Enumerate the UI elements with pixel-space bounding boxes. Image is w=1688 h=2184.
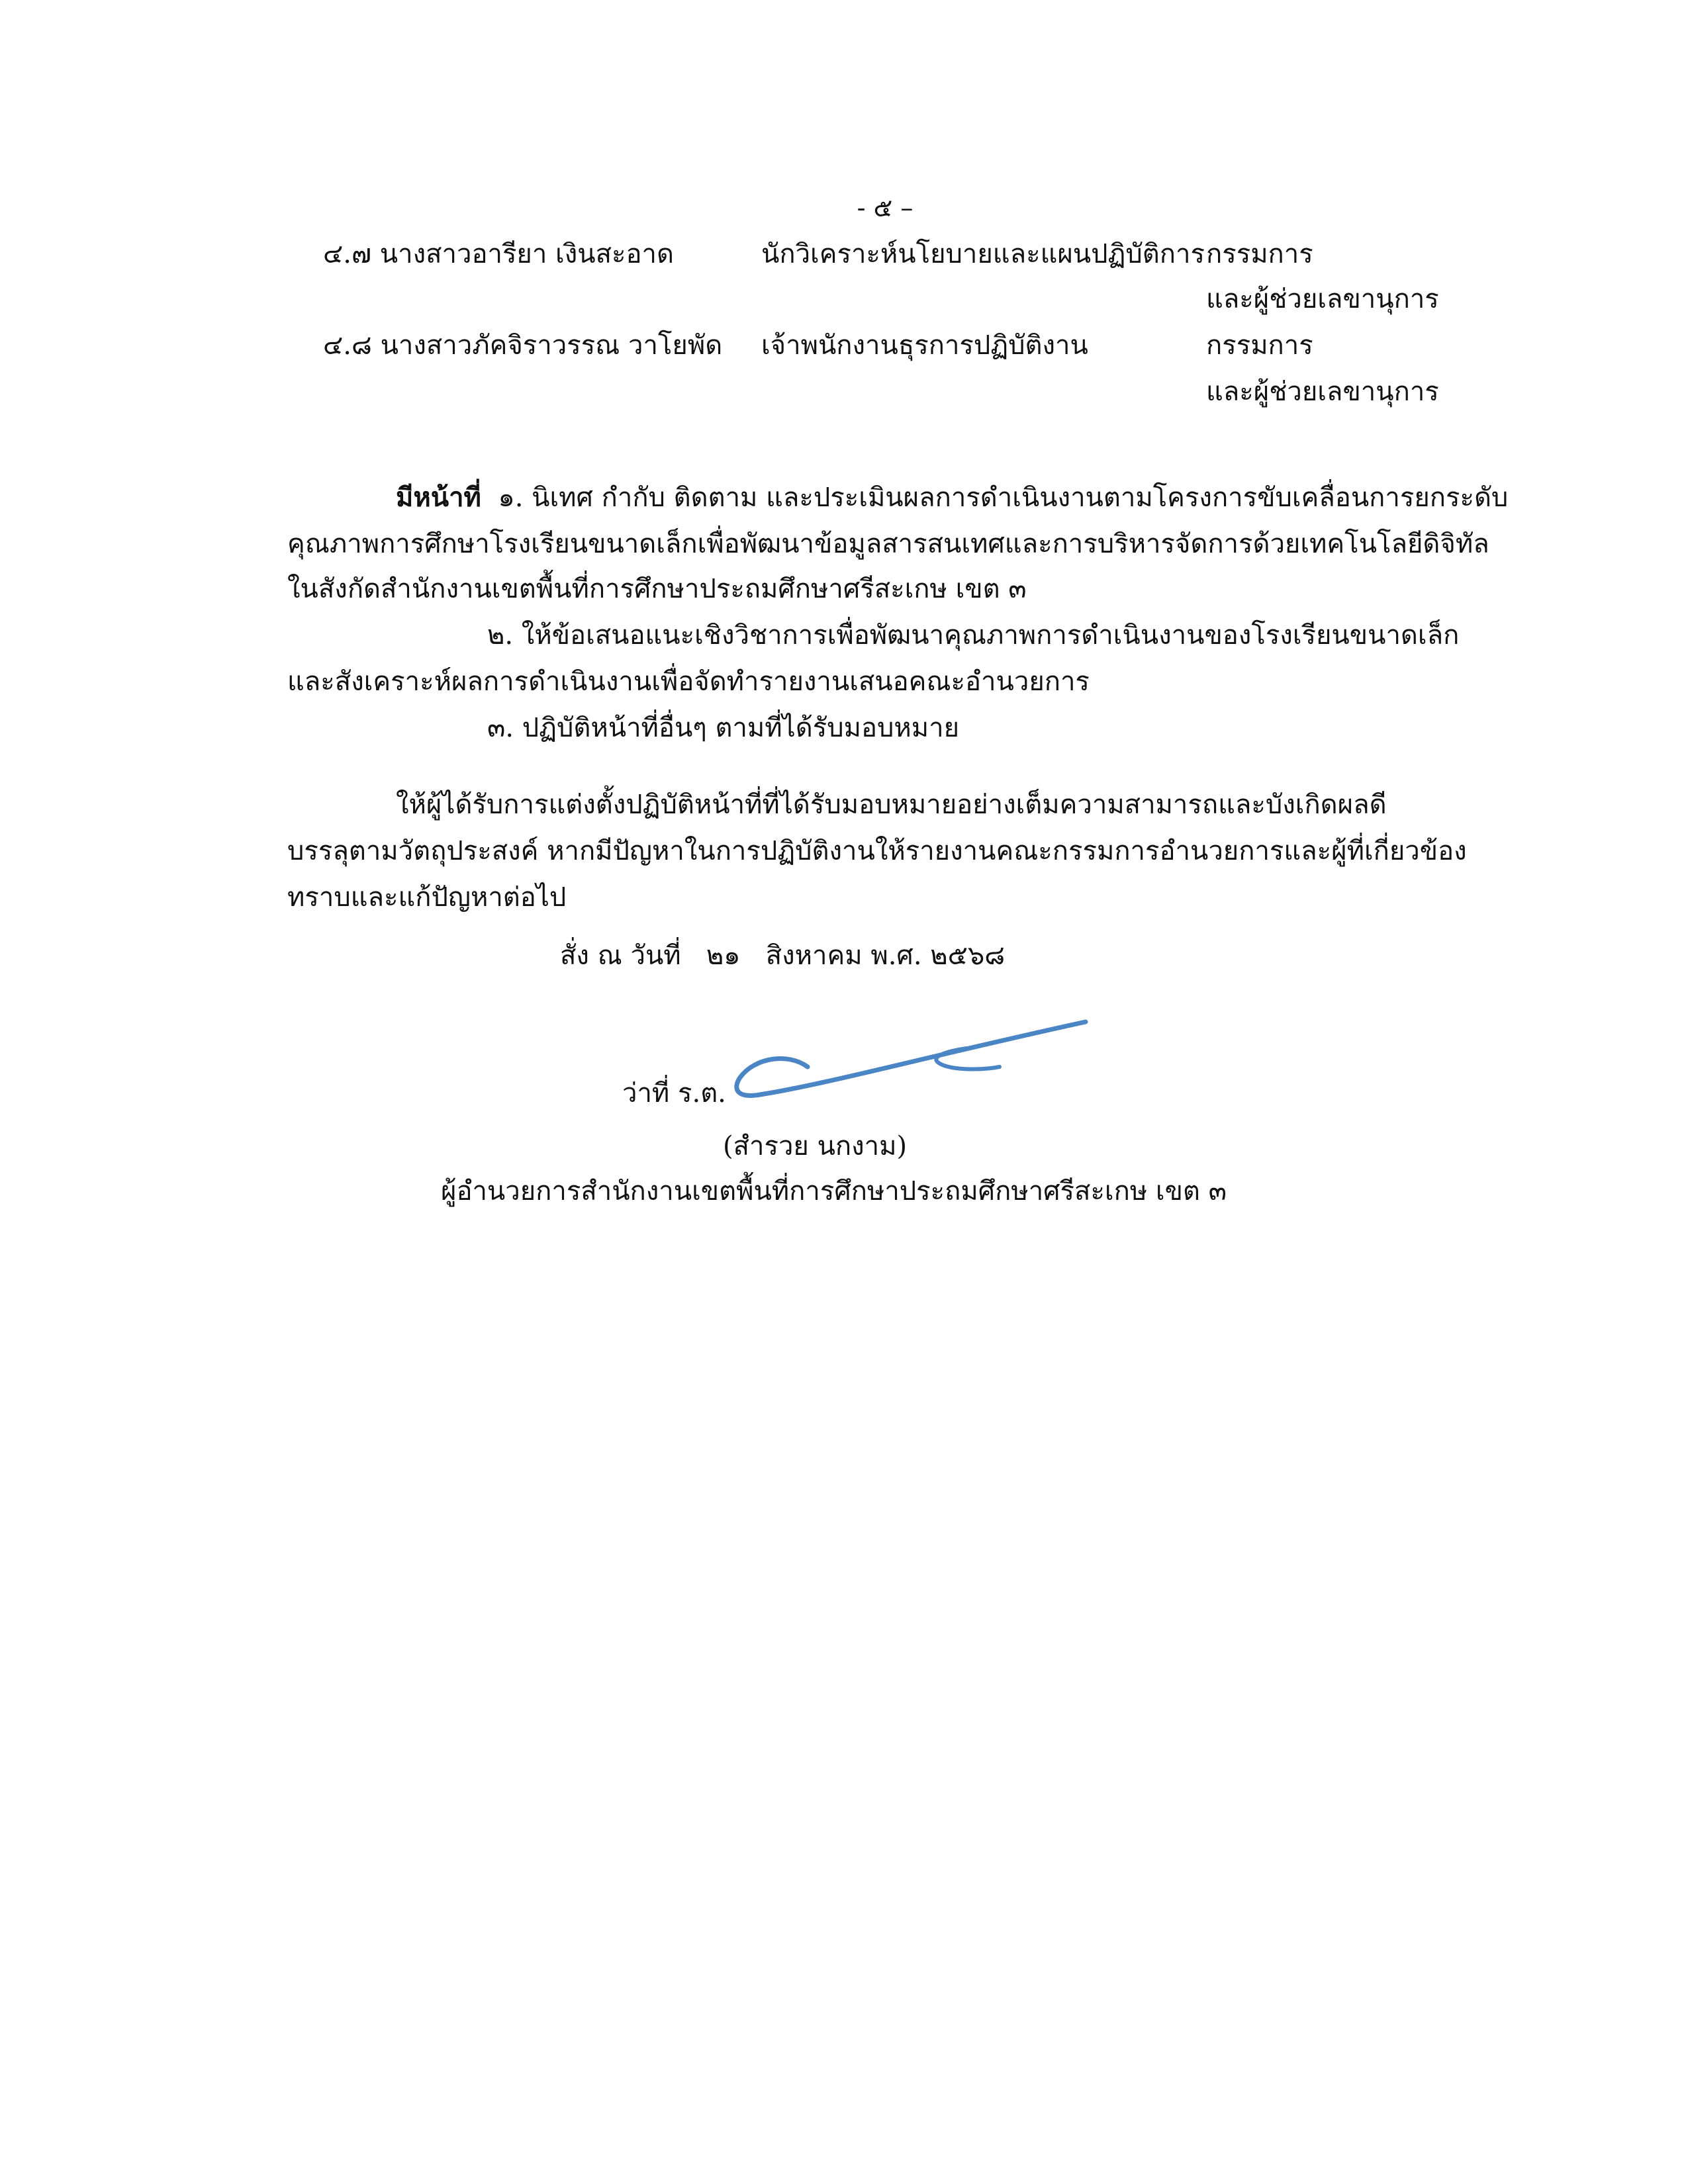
order-date	[560, 940, 1005, 972]
handwritten-signature	[728, 1006, 1099, 1125]
member-name: ๔.๘ นางสาวภัคจิราวรรณ วาโยพัด	[323, 330, 723, 361]
member-role-secondary: และผู้ช่วยเลขานุการ	[1206, 377, 1439, 407]
duty-item-1-continued: ในสังกัดสำนักงานเขตพื้นที่การศึกษาประถมศึกษาศรีสะเกษ เขต ๓	[287, 574, 1027, 604]
duties-line	[396, 482, 1508, 514]
member-role-secondary: และผู้ช่วยเลขานุการ	[1206, 284, 1439, 314]
signatory-name: (สำรวย นกงาม)	[723, 1131, 908, 1161]
instruction-line: ให้ผู้ได้รับการแต่งตั้งปฏิบัติหน้าที่ที่ได้รับมอบหมายอย่างเต็มความสามารถและบังเกิดผลดี	[396, 790, 1387, 820]
signatory-title: ผู้อำนวยการสำนักงานเขตพื้นที่การศึกษาประถมศึกษาศรีสะเกษ เขต ๓	[441, 1176, 1227, 1206]
duty-item-2: ๒. ให้ข้อเสนอแนะเชิงวิชาการเพื่อพัฒนาคุณภาพการดำเนินงานของโรงเรียนขนาดเล็ก	[487, 620, 1460, 651]
page-number: - ๕ –	[857, 193, 914, 222]
duty-item-3: ๓. ปฏิบัติหน้าที่อื่นๆ ตามที่ได้รับมอบหมาย	[487, 713, 960, 743]
order-date-day: ๒๑	[706, 940, 741, 971]
member-name: ๔.๗ นางสาวอารียา เงินสะอาด	[323, 239, 674, 269]
duties-heading: มีหน้าที่	[396, 482, 481, 513]
duty-item-1: ๑. นิเทศ กำกับ ติดตาม และประเมินผลการดำเนินงานตามโครงการขับเคลื่อนการยกระดับ	[498, 482, 1509, 513]
order-date-prefix: สั่ง ณ วันที่	[560, 940, 681, 971]
duty-item-2-continued: และสังเคราะห์ผลการดำเนินงานเพื่อจัดทำรายงานเสนอคณะอำนวยการ	[287, 666, 1090, 697]
instruction-line: ทราบและแก้ปัญหาต่อไป	[287, 882, 567, 913]
member-position: นักวิเคราะห์นโยบายและแผนปฏิบัติการ	[761, 239, 1205, 269]
duty-item-1-continued: คุณภาพการศึกษาโรงเรียนขนาดเล็กเพื่อพัฒนาข้อมูลสารสนเทศและการบริหารจัดการด้วยเทคโนโลยีดิจิทัล	[287, 529, 1489, 559]
instruction-line: บรรลุตามวัตถุประสงค์ หากมีปัญหาในการปฏิบัติงานให้รายงานคณะกรรมการอำนวยการและผู้ที่เกี่ยวข้อง	[287, 836, 1467, 866]
acting-rank-label: ว่าที่ ร.ต.	[622, 1078, 726, 1109]
order-date-month-year: สิงหาคม พ.ศ. ๒๕๖๘	[765, 940, 1006, 971]
member-position: เจ้าพนักงานธุรการปฏิบัติงาน	[761, 330, 1088, 361]
member-role: กรรมการ	[1206, 330, 1313, 361]
member-role: กรรมการ	[1206, 239, 1313, 269]
